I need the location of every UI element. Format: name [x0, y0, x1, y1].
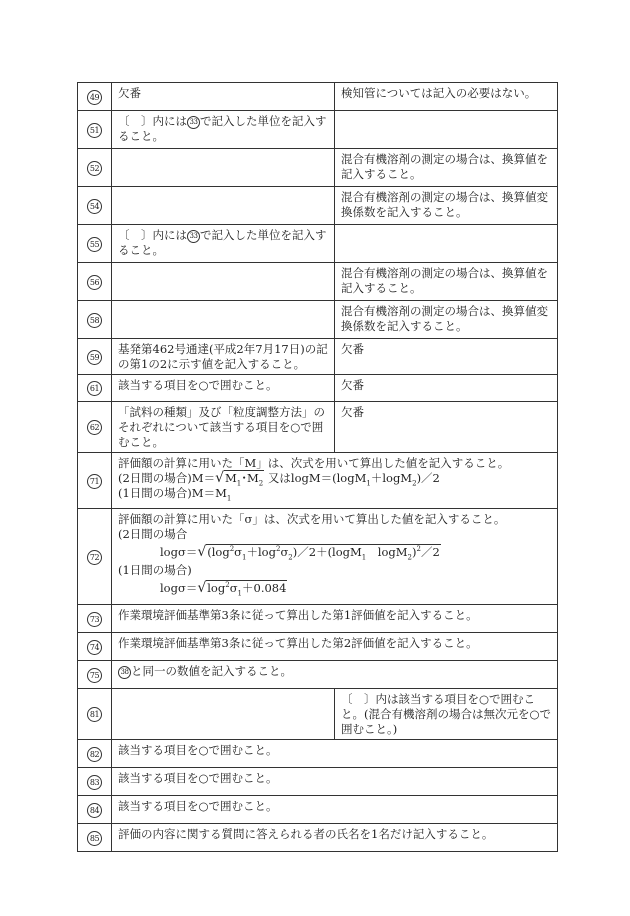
reference-number: 33 [187, 230, 200, 243]
description-cell: 〔 〕内には 33 で記入した単位を記入すること。 [112, 111, 335, 149]
item-number: 74 [87, 640, 102, 655]
table-row [78, 453, 558, 509]
description-cell: 該当する項目を○で囲むこと。 [112, 740, 558, 768]
description-cell: 基発第462号通達(平成2年7月17日)の記の第1の2に示す値を記入すること。 [112, 339, 335, 375]
note-cell: 混合有機溶剤の測定の場合は、換算値を記入すること。 [335, 149, 558, 187]
formula-m: (2日間の場合)$M=√M_1$･$M_2$ 又はlogM＝(logM$_1$＋logM$_2$)／2 [118, 470, 440, 488]
table-row [78, 661, 558, 689]
table-row [78, 83, 558, 111]
description-cell: 評価額の計算に用いた「σ」は、次式を用いて算出した値を記入すること。 (2日間の場合 $\log\sigma=√(\log^2\sigma_1+\log^2\sigma_2)/2+(\log M_1$ logM$_2$)$^2$／2 (1日間の場合) $\log\sigma=√\log^2\sigma_1+0.084$ [112, 509, 558, 605]
note-cell: 欠番 [335, 402, 558, 453]
table-row [78, 605, 558, 633]
description-cell [112, 263, 335, 301]
item-number: 55 [87, 237, 102, 252]
reference-number: 33 [187, 116, 200, 129]
table-row [78, 402, 558, 453]
reference-number: 38 [118, 666, 131, 679]
description-cell: 〔 〕内には 33 で記入した単位を記入すること。 [112, 225, 335, 263]
table-row [78, 740, 558, 768]
item-number: 81 [87, 707, 102, 722]
item-number: 54 [87, 199, 102, 214]
formula-sigma-one-day: $\log\sigma=√\log^2\sigma_1+0.084$ [160, 580, 287, 598]
description-cell [112, 689, 335, 740]
table-row [78, 111, 558, 149]
item-number: 49 [87, 90, 102, 105]
note-cell: 〔 〕内は該当する項目を○で囲むこと。(混合有機溶剤の場合は無次元を○で囲むこと。) [335, 689, 558, 740]
description-cell: 評価額の計算に用いた「M」は、次式を用いて算出した値を記入すること。 (2日間の場合)$M=√M_1$･$M_2$ 又はlogM＝(logM$_1$＋logM$_2$)／2 (1日間の場合)$M=M_1$ [112, 453, 558, 509]
item-number: 85 [87, 831, 102, 846]
table-row [78, 187, 558, 225]
table-row [78, 689, 558, 740]
table-row [78, 301, 558, 339]
item-number: 84 [87, 803, 102, 818]
note-cell: 検知管については記入の必要はない。 [335, 83, 558, 111]
description-cell: 作業環境評価基準第3条に従って算出した第1評価値を記入すること。 [112, 605, 558, 633]
item-number: 59 [87, 350, 102, 365]
table-row [78, 509, 558, 605]
table-row [78, 796, 558, 824]
table-row [78, 633, 558, 661]
instructions-table [77, 82, 558, 852]
description-cell: 欠番 [112, 83, 335, 111]
item-number: 61 [87, 381, 102, 396]
item-number: 83 [87, 775, 102, 790]
item-number: 62 [87, 420, 102, 435]
table-row [78, 824, 558, 852]
description-cell [112, 149, 335, 187]
note-cell: 欠番 [335, 375, 558, 402]
table-row [78, 149, 558, 187]
description-cell: 該当する項目を○で囲むこと。 [112, 375, 335, 402]
item-number: 58 [87, 313, 102, 328]
item-number: 71 [87, 474, 102, 489]
note-cell: 欠番 [335, 339, 558, 375]
table-row [78, 339, 558, 375]
item-number: 52 [87, 161, 102, 176]
description-cell [112, 187, 335, 225]
item-number: 73 [87, 612, 102, 627]
item-number: 72 [87, 550, 102, 565]
item-number: 51 [87, 123, 102, 138]
note-cell: 混合有機溶剤の測定の場合は、換算値変換係数を記入すること。 [335, 301, 558, 339]
table-row [78, 768, 558, 796]
table-row [78, 375, 558, 402]
item-number: 82 [87, 747, 102, 762]
table-row [78, 263, 558, 301]
item-number: 75 [87, 668, 102, 683]
item-number: 56 [87, 275, 102, 290]
note-cell: 混合有機溶剤の測定の場合は、換算値を記入すること。 [335, 263, 558, 301]
note-cell [335, 111, 558, 149]
note-cell: 混合有機溶剤の測定の場合は、換算値変換係数を記入すること。 [335, 187, 558, 225]
description-cell: 「試料の種類」及び「粒度調整方法」のそれぞれについて該当する項目を○で囲むこと。 [112, 402, 335, 453]
description-cell: 作業環境評価基準第3条に従って算出した第2評価値を記入すること。 [112, 633, 558, 661]
formula-sigma-two-day: $\log\sigma=√(\log^2\sigma_1+\log^2\sigma_2)/2+(\log M_1$ logM$_2$)$^2$／2 [160, 544, 440, 562]
note-cell [335, 225, 558, 263]
description-cell: 該当する項目を○で囲むこと。 [112, 768, 558, 796]
description-cell [112, 301, 335, 339]
description-cell: 評価の内容に関する質問に答えられる者の氏名を1名だけ記入すること。 [112, 824, 558, 852]
table-row [78, 225, 558, 263]
description-cell: 該当する項目を○で囲むこと。 [112, 796, 558, 824]
description-cell: 38 と同一の数値を記入すること。 [112, 661, 558, 689]
